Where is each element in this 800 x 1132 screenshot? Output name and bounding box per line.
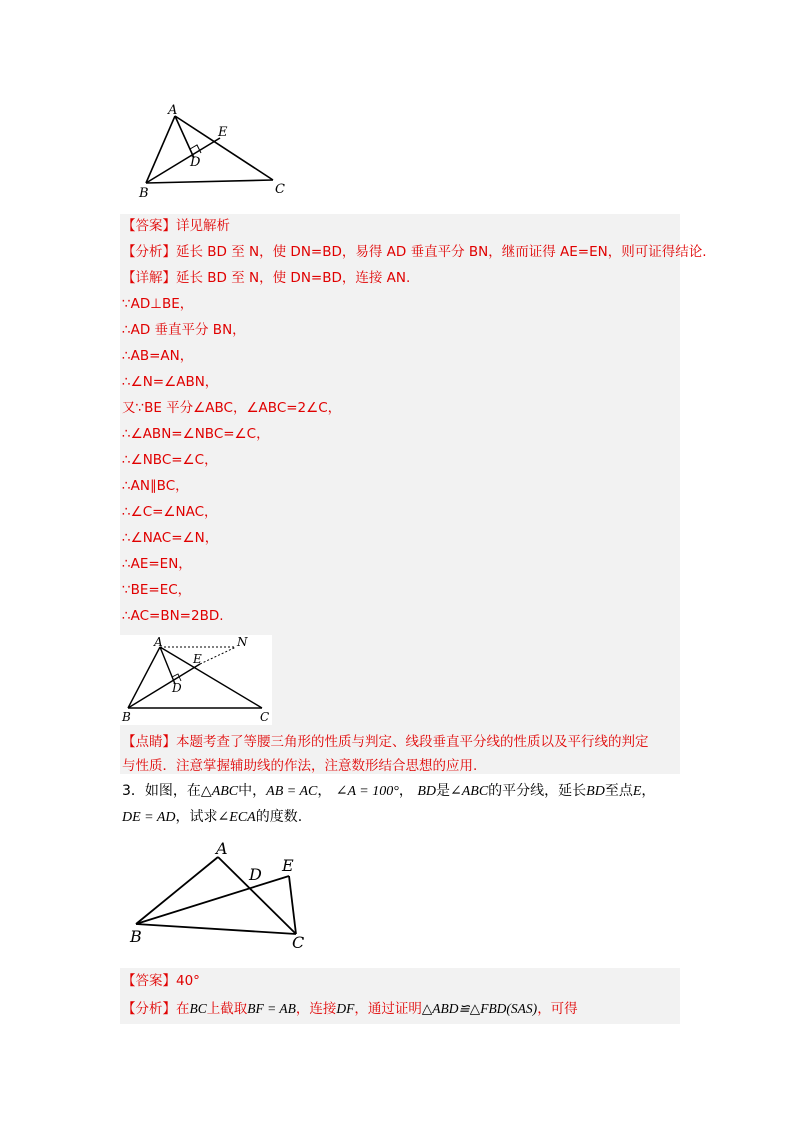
step-4: ∴∠N=∠ABN， [122,374,219,390]
step-2: ∴AD 垂直平分 BN， [122,322,246,338]
label-B: B [122,710,131,724]
label-B: B [139,186,149,201]
step-12: ∵BE=EC， [122,582,192,598]
label-E: E [218,125,228,140]
label-E: E [282,856,294,875]
figure-2-auxiliary [120,635,272,725]
label-A: A [216,839,228,858]
step-5: 又∵BE 平分∠ABC，∠ABC=2∠C， [122,400,342,416]
problem-3-line-1: 3．如图，在△ABC中，AB = AC， ∠A = 100°， BD是∠ABC的平分线，延长BD至点E， [122,783,656,799]
figure-3-triangle [122,838,322,953]
step-10: ∴∠NAC=∠N， [122,530,219,546]
label-D: D [172,681,182,695]
answer-1: 【答案】详见解析 [122,218,230,234]
label-N: N [237,635,248,649]
step-1: ∵AD⊥BE， [122,296,194,312]
label-B: B [130,927,142,946]
label-C: C [275,182,285,197]
answer-3: 【答案】40° [122,973,200,989]
figure-1-triangle [130,100,300,205]
step-9: ∴∠C=∠NAC， [122,504,218,520]
label-E: E [193,652,202,666]
problem-3-line-2: DE = AD，试求∠ECA的度数. [122,809,303,825]
label-C: C [260,710,270,724]
label-D: D [190,155,201,170]
label-C: C [292,933,305,952]
analysis-3: 【分析】在BC上截取BF = AB，连接DF，通过证明△ABD≌△FBD(SAS)，可得 [122,1001,578,1017]
comment-1-line-2: 与性质．注意掌握辅助线的作法，注意数形结合思想的应用. [122,758,478,774]
label-A: A [168,103,178,118]
step-13: ∴AC=BN=2BD. [122,608,224,624]
step-7: ∴∠NBC=∠C， [122,452,218,468]
step-11: ∴AE=EN， [122,556,192,572]
step-8: ∴AN∥BC， [122,478,189,494]
detail-1: 【详解】延长 BD 至 N，使 DN=BD，连接 AN. [122,270,411,286]
step-3: ∴AB=AN， [122,348,194,364]
analysis-1: 【分析】延长 BD 至 N，使 DN=BD，易得 AD 垂直平分 BN，继而证得 AE=EN，则可证得结论. [122,244,707,260]
label-D: D [249,865,262,884]
step-6: ∴∠ABN=∠NBC=∠C， [122,426,270,442]
label-A: A [154,635,163,649]
comment-1-line-1: 【点睛】本题考查了等腰三角形的性质与判定、线段垂直平分线的性质以及平行线的判定 [122,734,649,750]
